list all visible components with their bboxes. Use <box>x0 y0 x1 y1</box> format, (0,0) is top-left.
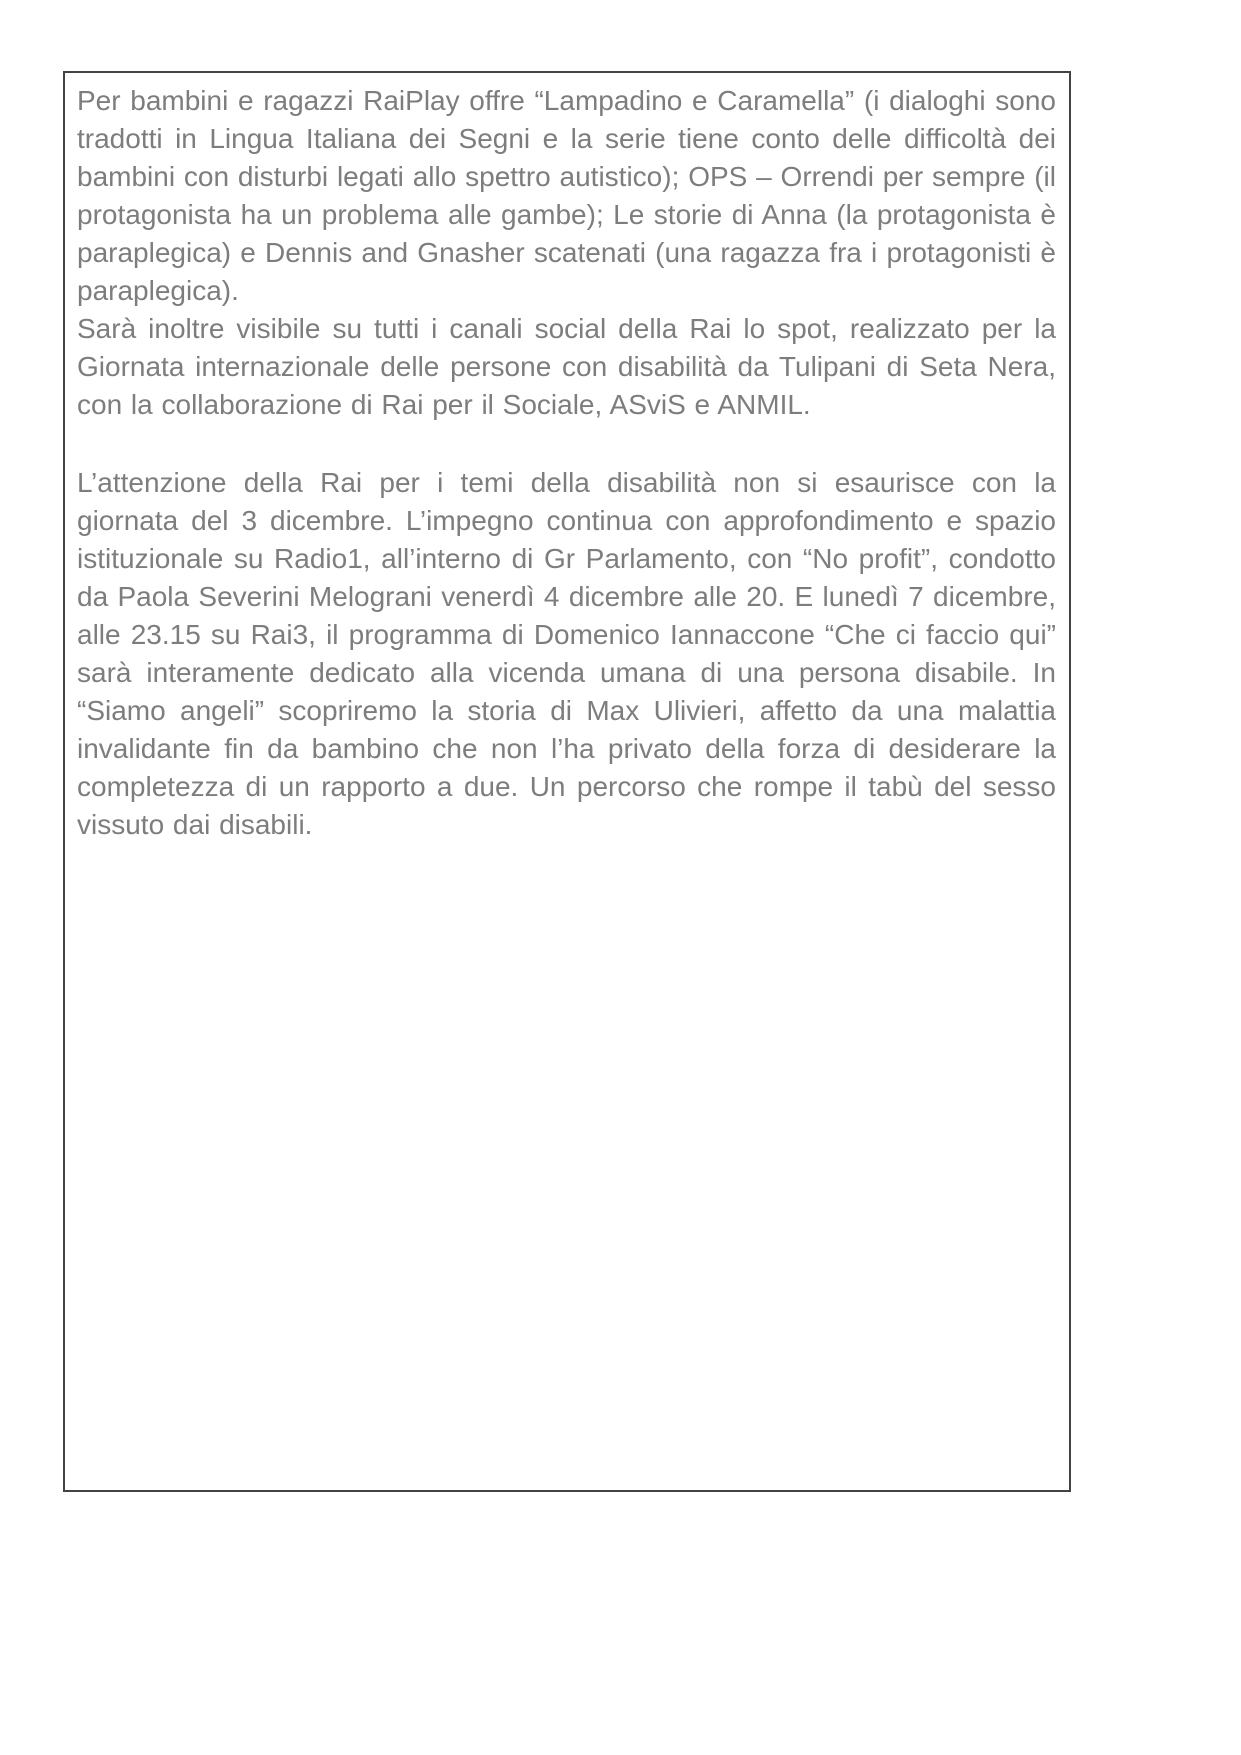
bordered-text-box <box>63 71 1071 1492</box>
paragraph-rai-disability-commitment: L’attenzione della Rai per i temi della disabilità non si esaurisce con la giornata del 3 dicembre. L’impegno continua con approfondimento e spazio istituzionale su Radio1, all’interno di Gr Parlamento, con “No profit”, condotto da Paola Severini Melograni venerdì 4 dicembre alle 20. E lunedì 7 dicembre, alle 23.15 su Rai3, il programma di Domenico Iannaccone “Che ci faccio qui” sarà interamente dedicato alla vicenda umana di una persona disabile. In “Siamo angeli” scopriremo la storia di Max Ulivieri, affetto da una malattia invalidante fin da bambino che non l’ha privato della forza di desiderare la completezza di un rapporto a due. Un percorso che rompe il tabù del sesso vissuto dai disabili. <box>77 467 1056 840</box>
paragraph-raiplay-kids-offer: Per bambini e ragazzi RaiPlay offre “Lampadino e Caramella” (i dialoghi sono tradotti in Lingua Italiana dei Segni e la serie tiene conto delle difficoltà dei bambini con disturbi legati allo spettro autistico); OPS – Orrendi per sempre (il protagonista ha un problema alle gambe); Le storie di Anna (la protagonista è paraplegica) e Dennis and Gnasher scatenati (una ragazza fra i protagonisti è paraplegica). <box>77 85 1056 306</box>
paragraph-social-spot: Sarà inoltre visibile su tutti i canali social della Rai lo spot, realizzato per la Giornata internazionale delle persone con disabilità da Tulipani di Seta Nera, con la collaborazione di Rai per il Sociale, ASviS e ANMIL. <box>77 313 1056 420</box>
